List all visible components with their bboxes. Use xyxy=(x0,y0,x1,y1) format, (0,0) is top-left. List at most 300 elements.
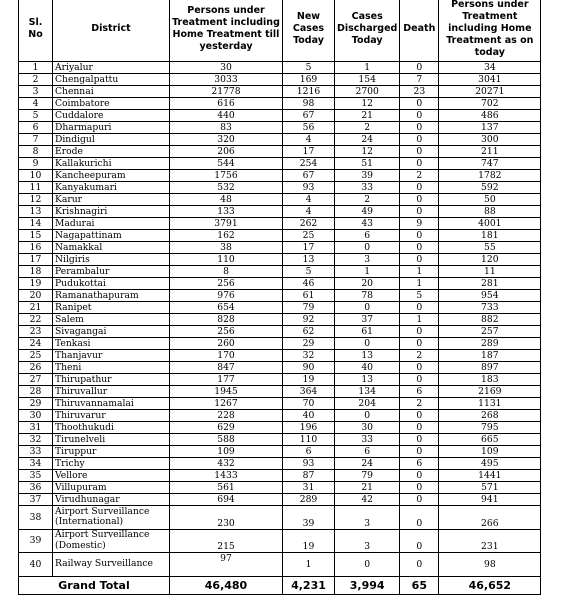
discharged-cell: 204 xyxy=(335,398,400,410)
district-cell: Cuddalore xyxy=(53,110,170,122)
discharged-cell: 61 xyxy=(335,326,400,338)
table-row xyxy=(19,290,541,302)
prev-cell: 30 xyxy=(170,62,283,74)
death-cell: 0 xyxy=(400,254,439,266)
district-cell: Kanyakumari xyxy=(53,182,170,194)
grand-total-prev: 46,480 xyxy=(170,576,283,594)
district-cell: Kancheepuram xyxy=(53,170,170,182)
death-cell: 0 xyxy=(400,410,439,422)
today-cell: 4001 xyxy=(439,218,541,230)
discharged-cell: 79 xyxy=(335,470,400,482)
header-row xyxy=(19,0,541,62)
district-cell: Kallakurichi xyxy=(53,158,170,170)
sl-cell: 37 xyxy=(19,494,53,506)
district-cell: Madurai xyxy=(53,218,170,230)
discharged-cell: 134 xyxy=(335,386,400,398)
district-cell: Thoothukudi xyxy=(53,422,170,434)
today-cell: 495 xyxy=(439,458,541,470)
district-cell: Vellore xyxy=(53,470,170,482)
death-cell: 1 xyxy=(400,266,439,278)
grand-total-death: 65 xyxy=(400,576,439,594)
sl-cell: 39 xyxy=(19,529,53,553)
prev-cell: 847 xyxy=(170,362,283,374)
discharged-cell: 154 xyxy=(335,74,400,86)
death-cell: 0 xyxy=(400,230,439,242)
sl-cell: 28 xyxy=(19,386,53,398)
discharged-cell: 37 xyxy=(335,314,400,326)
today-cell: 231 xyxy=(439,529,541,553)
table-row xyxy=(19,158,541,170)
new-cases-cell: 32 xyxy=(283,350,335,362)
discharged-cell: 39 xyxy=(335,170,400,182)
table-row xyxy=(19,206,541,218)
death-cell: 23 xyxy=(400,86,439,98)
sl-cell: 24 xyxy=(19,338,53,350)
sl-cell: 4 xyxy=(19,98,53,110)
today-cell: 109 xyxy=(439,446,541,458)
today-cell: 747 xyxy=(439,158,541,170)
sl-cell: 34 xyxy=(19,458,53,470)
sl-cell: 2 xyxy=(19,74,53,86)
discharged-cell: 0 xyxy=(335,338,400,350)
sl-cell: 16 xyxy=(19,242,53,254)
prev-cell: 3791 xyxy=(170,218,283,230)
discharged-cell: 42 xyxy=(335,494,400,506)
sl-cell: 17 xyxy=(19,254,53,266)
new-cases-cell: 31 xyxy=(283,482,335,494)
new-cases-cell: 40 xyxy=(283,410,335,422)
new-cases-cell: 98 xyxy=(283,98,335,110)
sl-cell: 40 xyxy=(19,553,53,577)
district-cell: Krishnagiri xyxy=(53,206,170,218)
district-cell: Thanjavur xyxy=(53,350,170,362)
district-cell: Perambalur xyxy=(53,266,170,278)
today-cell: 266 xyxy=(439,506,541,530)
header-under-treatment-yesterday: Persons under Treatment including Home Treatment till yesterday xyxy=(170,0,283,62)
table-row xyxy=(19,182,541,194)
table-row xyxy=(19,218,541,230)
death-cell: 0 xyxy=(400,494,439,506)
sl-cell: 32 xyxy=(19,434,53,446)
new-cases-cell: 17 xyxy=(283,146,335,158)
new-cases-cell: 56 xyxy=(283,122,335,134)
death-cell: 0 xyxy=(400,482,439,494)
sl-cell: 22 xyxy=(19,314,53,326)
table-row xyxy=(19,326,541,338)
prev-cell: 97 xyxy=(170,553,283,577)
new-cases-cell: 19 xyxy=(283,374,335,386)
discharged-cell: 2 xyxy=(335,122,400,134)
grand-total-label: Grand Total xyxy=(19,576,170,594)
today-cell: 300 xyxy=(439,134,541,146)
today-cell: 257 xyxy=(439,326,541,338)
today-cell: 486 xyxy=(439,110,541,122)
table-row xyxy=(19,398,541,410)
district-covid-table xyxy=(18,0,541,595)
death-cell: 0 xyxy=(400,470,439,482)
today-cell: 137 xyxy=(439,122,541,134)
discharged-cell: 6 xyxy=(335,446,400,458)
today-cell: 183 xyxy=(439,374,541,386)
death-cell: 0 xyxy=(400,422,439,434)
header-discharged: Cases Discharged Today xyxy=(335,0,400,62)
prev-cell: 133 xyxy=(170,206,283,218)
today-cell: 268 xyxy=(439,410,541,422)
table-row xyxy=(19,86,541,98)
prev-cell: 544 xyxy=(170,158,283,170)
prev-cell: 1267 xyxy=(170,398,283,410)
new-cases-cell: 4 xyxy=(283,206,335,218)
sl-cell: 20 xyxy=(19,290,53,302)
new-cases-cell: 262 xyxy=(283,218,335,230)
prev-cell: 1945 xyxy=(170,386,283,398)
discharged-cell: 0 xyxy=(335,242,400,254)
new-cases-cell: 5 xyxy=(283,62,335,74)
district-cell: Theni xyxy=(53,362,170,374)
sl-cell: 19 xyxy=(19,278,53,290)
discharged-cell: 20 xyxy=(335,278,400,290)
prev-cell: 629 xyxy=(170,422,283,434)
table-row xyxy=(19,314,541,326)
discharged-cell: 3 xyxy=(335,506,400,530)
death-cell: 0 xyxy=(400,553,439,577)
discharged-cell: 12 xyxy=(335,98,400,110)
new-cases-cell: 13 xyxy=(283,254,335,266)
death-cell: 0 xyxy=(400,62,439,74)
prev-cell: 48 xyxy=(170,194,283,206)
death-cell: 6 xyxy=(400,458,439,470)
district-cell: Dindigul xyxy=(53,134,170,146)
discharged-cell: 1 xyxy=(335,62,400,74)
sl-cell: 30 xyxy=(19,410,53,422)
header-new-cases: New Cases Today xyxy=(283,0,335,62)
discharged-cell: 78 xyxy=(335,290,400,302)
death-cell: 0 xyxy=(400,506,439,530)
prev-cell: 976 xyxy=(170,290,283,302)
today-cell: 1782 xyxy=(439,170,541,182)
district-cell: Chennai xyxy=(53,86,170,98)
death-cell: 7 xyxy=(400,74,439,86)
prev-cell: 21778 xyxy=(170,86,283,98)
discharged-cell: 1 xyxy=(335,266,400,278)
death-cell: 0 xyxy=(400,362,439,374)
header-death: Death xyxy=(400,0,439,62)
today-cell: 88 xyxy=(439,206,541,218)
district-cell: Ariyalur xyxy=(53,62,170,74)
table-row xyxy=(19,494,541,506)
district-cell: Dharmapuri xyxy=(53,122,170,134)
sl-cell: 15 xyxy=(19,230,53,242)
death-cell: 0 xyxy=(400,338,439,350)
district-cell: Trichy xyxy=(53,458,170,470)
table-row xyxy=(19,146,541,158)
discharged-cell: 33 xyxy=(335,182,400,194)
today-cell: 20271 xyxy=(439,86,541,98)
district-cell: Ranipet xyxy=(53,302,170,314)
prev-cell: 110 xyxy=(170,254,283,266)
header-under-treatment-today: Persons under Treatment including Home Treatment as on today xyxy=(439,0,541,62)
table-row xyxy=(19,134,541,146)
discharged-cell: 43 xyxy=(335,218,400,230)
new-cases-cell: 254 xyxy=(283,158,335,170)
today-cell: 571 xyxy=(439,482,541,494)
sl-cell: 6 xyxy=(19,122,53,134)
prev-cell: 588 xyxy=(170,434,283,446)
district-cell: Namakkal xyxy=(53,242,170,254)
prev-cell: 1433 xyxy=(170,470,283,482)
table-row xyxy=(19,506,541,530)
new-cases-cell: 29 xyxy=(283,338,335,350)
district-cell: Virudhunagar xyxy=(53,494,170,506)
new-cases-cell: 87 xyxy=(283,470,335,482)
new-cases-cell: 1216 xyxy=(283,86,335,98)
death-cell: 0 xyxy=(400,98,439,110)
table-row xyxy=(19,242,541,254)
prev-cell: 38 xyxy=(170,242,283,254)
district-cell: Villupuram xyxy=(53,482,170,494)
table-row xyxy=(19,254,541,266)
sl-cell: 1 xyxy=(19,62,53,74)
table-row xyxy=(19,529,541,553)
table-row xyxy=(19,362,541,374)
grand-total-row xyxy=(19,576,541,594)
district-cell: Chengalpattu xyxy=(53,74,170,86)
today-cell: 941 xyxy=(439,494,541,506)
table-row xyxy=(19,422,541,434)
today-cell: 882 xyxy=(439,314,541,326)
discharged-cell: 0 xyxy=(335,302,400,314)
sl-cell: 35 xyxy=(19,470,53,482)
today-cell: 954 xyxy=(439,290,541,302)
death-cell: 0 xyxy=(400,434,439,446)
district-cell: Tirunelveli xyxy=(53,434,170,446)
district-cell: Thiruvarur xyxy=(53,410,170,422)
sl-cell: 18 xyxy=(19,266,53,278)
today-cell: 592 xyxy=(439,182,541,194)
today-cell: 181 xyxy=(439,230,541,242)
discharged-cell: 30 xyxy=(335,422,400,434)
sl-cell: 3 xyxy=(19,86,53,98)
table-row xyxy=(19,338,541,350)
table-row xyxy=(19,194,541,206)
prev-cell: 561 xyxy=(170,482,283,494)
today-cell: 3041 xyxy=(439,74,541,86)
death-cell: 0 xyxy=(400,529,439,553)
prev-cell: 162 xyxy=(170,230,283,242)
today-cell: 211 xyxy=(439,146,541,158)
sl-cell: 9 xyxy=(19,158,53,170)
table-row xyxy=(19,302,541,314)
new-cases-cell: 70 xyxy=(283,398,335,410)
prev-cell: 3033 xyxy=(170,74,283,86)
sl-cell: 8 xyxy=(19,146,53,158)
sl-cell: 23 xyxy=(19,326,53,338)
header-district: District xyxy=(53,0,170,62)
table-row xyxy=(19,470,541,482)
death-cell: 0 xyxy=(400,182,439,194)
death-cell: 0 xyxy=(400,242,439,254)
death-cell: 2 xyxy=(400,398,439,410)
table-row xyxy=(19,458,541,470)
prev-cell: 83 xyxy=(170,122,283,134)
today-cell: 34 xyxy=(439,62,541,74)
today-cell: 1131 xyxy=(439,398,541,410)
district-cell: Tenkasi xyxy=(53,338,170,350)
grand-total-new: 4,231 xyxy=(283,576,335,594)
death-cell: 2 xyxy=(400,170,439,182)
sl-cell: 7 xyxy=(19,134,53,146)
table-row xyxy=(19,266,541,278)
new-cases-cell: 1 xyxy=(283,553,335,577)
death-cell: 0 xyxy=(400,194,439,206)
death-cell: 9 xyxy=(400,218,439,230)
district-cell: Coimbatore xyxy=(53,98,170,110)
new-cases-cell: 364 xyxy=(283,386,335,398)
new-cases-cell: 93 xyxy=(283,182,335,194)
today-cell: 702 xyxy=(439,98,541,110)
today-cell: 733 xyxy=(439,302,541,314)
district-cell: Tiruppur xyxy=(53,446,170,458)
prev-cell: 654 xyxy=(170,302,283,314)
new-cases-cell: 90 xyxy=(283,362,335,374)
new-cases-cell: 4 xyxy=(283,194,335,206)
table-row xyxy=(19,386,541,398)
today-cell: 55 xyxy=(439,242,541,254)
sl-cell: 5 xyxy=(19,110,53,122)
prev-cell: 616 xyxy=(170,98,283,110)
district-cell: Railway Surveillance xyxy=(53,553,170,577)
new-cases-cell: 79 xyxy=(283,302,335,314)
discharged-cell: 21 xyxy=(335,110,400,122)
sl-cell: 12 xyxy=(19,194,53,206)
prev-cell: 1756 xyxy=(170,170,283,182)
prev-cell: 532 xyxy=(170,182,283,194)
table-row xyxy=(19,374,541,386)
new-cases-cell: 62 xyxy=(283,326,335,338)
district-cell: Nilgiris xyxy=(53,254,170,266)
discharged-cell: 13 xyxy=(335,374,400,386)
discharged-cell: 51 xyxy=(335,158,400,170)
district-cell: Thiruvannamalai xyxy=(53,398,170,410)
new-cases-cell: 6 xyxy=(283,446,335,458)
prev-cell: 230 xyxy=(170,506,283,530)
new-cases-cell: 93 xyxy=(283,458,335,470)
prev-cell: 177 xyxy=(170,374,283,386)
discharged-cell: 6 xyxy=(335,230,400,242)
death-cell: 1 xyxy=(400,278,439,290)
table-row xyxy=(19,482,541,494)
prev-cell: 256 xyxy=(170,326,283,338)
discharged-cell: 0 xyxy=(335,553,400,577)
today-cell: 50 xyxy=(439,194,541,206)
discharged-cell: 2700 xyxy=(335,86,400,98)
prev-cell: 432 xyxy=(170,458,283,470)
table-row xyxy=(19,122,541,134)
death-cell: 1 xyxy=(400,314,439,326)
death-cell: 0 xyxy=(400,302,439,314)
sl-cell: 31 xyxy=(19,422,53,434)
today-cell: 281 xyxy=(439,278,541,290)
new-cases-cell: 61 xyxy=(283,290,335,302)
new-cases-cell: 110 xyxy=(283,434,335,446)
discharged-cell: 49 xyxy=(335,206,400,218)
district-cell: Karur xyxy=(53,194,170,206)
death-cell: 0 xyxy=(400,146,439,158)
table-row xyxy=(19,98,541,110)
grand-total-discharged: 3,994 xyxy=(335,576,400,594)
sl-cell: 11 xyxy=(19,182,53,194)
sl-cell: 33 xyxy=(19,446,53,458)
new-cases-cell: 289 xyxy=(283,494,335,506)
district-cell: Ramanathapuram xyxy=(53,290,170,302)
prev-cell: 109 xyxy=(170,446,283,458)
death-cell: 2 xyxy=(400,350,439,362)
prev-cell: 170 xyxy=(170,350,283,362)
new-cases-cell: 19 xyxy=(283,529,335,553)
district-cell: Salem xyxy=(53,314,170,326)
today-cell: 897 xyxy=(439,362,541,374)
new-cases-cell: 67 xyxy=(283,170,335,182)
today-cell: 795 xyxy=(439,422,541,434)
sl-cell: 21 xyxy=(19,302,53,314)
prev-cell: 228 xyxy=(170,410,283,422)
new-cases-cell: 39 xyxy=(283,506,335,530)
table-row xyxy=(19,350,541,362)
header-sl: Sl. No xyxy=(19,0,53,62)
death-cell: 0 xyxy=(400,158,439,170)
death-cell: 5 xyxy=(400,290,439,302)
sl-cell: 29 xyxy=(19,398,53,410)
new-cases-cell: 17 xyxy=(283,242,335,254)
discharged-cell: 13 xyxy=(335,350,400,362)
sl-cell: 13 xyxy=(19,206,53,218)
death-cell: 0 xyxy=(400,134,439,146)
table-row xyxy=(19,278,541,290)
district-cell: Thirupathur xyxy=(53,374,170,386)
table-row xyxy=(19,230,541,242)
discharged-cell: 2 xyxy=(335,194,400,206)
today-cell: 98 xyxy=(439,553,541,577)
today-cell: 1441 xyxy=(439,470,541,482)
prev-cell: 828 xyxy=(170,314,283,326)
today-cell: 120 xyxy=(439,254,541,266)
prev-cell: 8 xyxy=(170,266,283,278)
today-cell: 11 xyxy=(439,266,541,278)
table-row xyxy=(19,434,541,446)
discharged-cell: 40 xyxy=(335,362,400,374)
grand-total-today: 46,652 xyxy=(439,576,541,594)
table-body xyxy=(19,62,541,577)
discharged-cell: 3 xyxy=(335,254,400,266)
prev-cell: 440 xyxy=(170,110,283,122)
new-cases-cell: 46 xyxy=(283,278,335,290)
today-cell: 187 xyxy=(439,350,541,362)
new-cases-cell: 169 xyxy=(283,74,335,86)
discharged-cell: 3 xyxy=(335,529,400,553)
discharged-cell: 21 xyxy=(335,482,400,494)
table-row xyxy=(19,74,541,86)
today-cell: 665 xyxy=(439,434,541,446)
discharged-cell: 24 xyxy=(335,458,400,470)
table-row xyxy=(19,110,541,122)
death-cell: 0 xyxy=(400,326,439,338)
death-cell: 0 xyxy=(400,374,439,386)
death-cell: 0 xyxy=(400,122,439,134)
discharged-cell: 0 xyxy=(335,410,400,422)
prev-cell: 320 xyxy=(170,134,283,146)
new-cases-cell: 5 xyxy=(283,266,335,278)
district-cell: Nagapattinam xyxy=(53,230,170,242)
